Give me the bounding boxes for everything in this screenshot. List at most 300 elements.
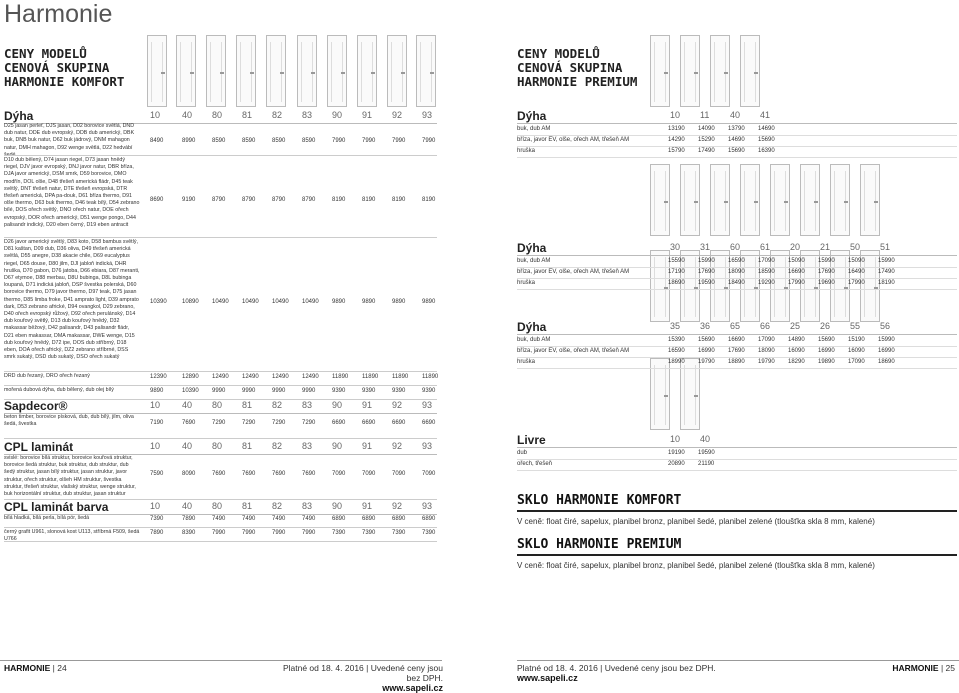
- price-cell: 7290: [242, 420, 256, 426]
- model-number-header: 31: [700, 242, 711, 252]
- section-header: [4, 109, 437, 124]
- door-handle-icon: [161, 72, 165, 74]
- model-number-header: 93: [422, 501, 433, 511]
- door-panel-line: [301, 42, 302, 102]
- price-cell: 9890: [362, 299, 376, 305]
- brand-title: Harmonie: [4, 0, 113, 28]
- price-cell: 12490: [242, 374, 259, 380]
- model-number-header: 10: [150, 441, 161, 451]
- price-cell: 7690: [212, 471, 226, 477]
- price-cell: 7390: [422, 530, 436, 536]
- door-panel-line: [180, 42, 181, 102]
- door-icon: [206, 35, 226, 107]
- price-cell: 7490: [272, 516, 286, 522]
- footer-left-site[interactable]: www.sapeli.cz: [382, 683, 443, 693]
- model-number-header: 81: [242, 400, 253, 410]
- footer-left-page: HARMONIE | 24: [4, 663, 67, 673]
- price-cell: 10490: [272, 299, 289, 305]
- row-divider: [4, 385, 437, 386]
- premium-table-label: Dýha: [517, 109, 547, 123]
- row-name: buk, dub AM: [517, 258, 551, 264]
- model-number-header: 40: [182, 441, 193, 451]
- price-cell: 11890: [362, 374, 379, 380]
- row-name: buk, dub AM: [517, 337, 551, 343]
- door-handle-icon: [341, 72, 345, 74]
- door-icon: [680, 164, 700, 236]
- door-handle-icon: [250, 72, 254, 74]
- price-cell: 17690: [728, 348, 745, 354]
- price-cell: 7890: [150, 530, 164, 536]
- price-cell: 15990: [818, 258, 835, 264]
- price-cell: 9890: [332, 299, 346, 305]
- model-number-header: 81: [242, 441, 253, 451]
- model-number-header: 80: [212, 110, 223, 120]
- door-handle-icon: [401, 72, 405, 74]
- price-cell: 15690: [698, 337, 715, 343]
- door-icon: [650, 35, 670, 107]
- price-cell: 7690: [302, 471, 316, 477]
- door-handle-icon: [754, 72, 758, 74]
- section-label: Dýha: [4, 109, 34, 123]
- price-cell: 17990: [788, 280, 805, 286]
- price-cell: 9990: [212, 388, 226, 394]
- price-cell: 13790: [728, 126, 745, 132]
- door-handle-icon: [664, 201, 668, 203]
- price-cell: 15790: [668, 148, 685, 154]
- door-handle-icon: [190, 72, 194, 74]
- komfort-price-table: [4, 109, 439, 543]
- price-cell: 19790: [698, 359, 715, 365]
- row-name: bříza, javor EV, olše, ořech AM, třešeň AM: [517, 137, 630, 143]
- section-label: CPL laminát: [4, 440, 74, 454]
- price-cell: 17490: [698, 148, 715, 154]
- price-cell: 20890: [668, 461, 685, 467]
- price-cell: 11890: [392, 374, 409, 380]
- model-number-header: 10: [670, 110, 681, 120]
- model-number-header: 11: [700, 110, 710, 120]
- model-number-header: 90: [332, 501, 343, 511]
- section-label: CPL laminát barva: [4, 500, 109, 514]
- row-name: hruška: [517, 148, 536, 154]
- premium-table-row: [517, 459, 957, 471]
- price-cell: 11890: [332, 374, 349, 380]
- row-description: D25 jasan perleť, DJS jasan, D02 borovice světlá, DND dub natur, DDE dub evropský, DDB dub americký, DBK buk, DNB buk natur, D62 buk jádrový, DNM mahagon natur, DMH mahagon, D92 wenge světlá, D22 hedvábí šedé: [4, 123, 135, 158]
- price-cell: 6690: [422, 420, 436, 426]
- price-cell: 7990: [302, 530, 316, 536]
- price-cell: 16690: [788, 269, 805, 275]
- footer-right-page: HARMONIE | 25: [892, 663, 955, 673]
- price-cell: 15990: [878, 258, 895, 264]
- model-number-header: 90: [332, 441, 343, 451]
- price-cell: 7690: [182, 420, 196, 426]
- price-cell: 8790: [212, 197, 226, 203]
- door-icon: [266, 35, 286, 107]
- price-cell: 9390: [362, 388, 376, 394]
- door-panel-line: [654, 42, 655, 102]
- price-cell: 18690: [668, 280, 685, 286]
- price-cell: 15690: [758, 137, 775, 143]
- row-name: ořech, třešeň: [517, 461, 553, 467]
- section-header: [4, 440, 437, 455]
- price-cell: 11890: [422, 374, 439, 380]
- price-cell: 7490: [242, 516, 256, 522]
- door-icon: [800, 164, 820, 236]
- price-cell: 7690: [272, 471, 286, 477]
- model-number-header: 56: [880, 321, 891, 331]
- right-title-line-1: CENY MODELŮ: [517, 46, 600, 61]
- premium-table-header: [517, 109, 957, 124]
- price-cell: 18990: [668, 359, 685, 365]
- door-panel-line: [714, 42, 715, 102]
- model-number-header: 65: [730, 321, 741, 331]
- price-cell: 15190: [848, 337, 865, 343]
- price-cell: 19190: [668, 450, 685, 456]
- model-number-header: 83: [302, 400, 313, 410]
- door-handle-icon: [784, 201, 788, 203]
- model-number-header: 51: [880, 242, 891, 252]
- door-icon: [710, 164, 730, 236]
- price-cell: 15690: [728, 148, 745, 154]
- door-icon: [297, 35, 317, 107]
- door-handle-icon: [220, 72, 224, 74]
- model-number-header: 91: [362, 441, 373, 451]
- row-divider: [4, 237, 437, 238]
- price-cell: 10490: [212, 299, 229, 305]
- price-cell: 7390: [150, 516, 164, 522]
- price-cell: 9190: [182, 197, 196, 203]
- premium-table-label: Dýha: [517, 241, 547, 255]
- price-cell: 17090: [848, 359, 865, 365]
- model-number-header: 40: [182, 400, 193, 410]
- price-cell: 7290: [302, 420, 316, 426]
- price-cell: 15990: [878, 337, 895, 343]
- price-cell: 8590: [302, 138, 316, 144]
- model-number-header: 40: [182, 110, 193, 120]
- price-cell: 9890: [150, 388, 164, 394]
- price-cell: 18090: [758, 348, 775, 354]
- price-cell: 12390: [150, 374, 167, 380]
- price-cell: 8990: [182, 138, 196, 144]
- door-icon: [387, 35, 407, 107]
- price-cell: 12490: [272, 374, 289, 380]
- price-cell: 7090: [392, 471, 406, 477]
- model-number-header: 25: [790, 321, 801, 331]
- model-number-header: 40: [700, 434, 711, 444]
- price-cell: 16990: [698, 348, 715, 354]
- price-cell: 8190: [332, 197, 346, 203]
- price-cell: 8490: [150, 138, 164, 144]
- model-number-header: 93: [422, 110, 433, 120]
- price-cell: 7590: [150, 471, 164, 477]
- price-cell: 16990: [818, 348, 835, 354]
- footer-right-valid: Platné od 18. 4. 2016 | Uvedené ceny jsou bez DPH.: [517, 663, 716, 673]
- model-number-header: 90: [332, 110, 343, 120]
- row-description: D10 dub bělený, D74 jasan riegel, D73 jasan hnědý riegel, DJV javor evropský, DNJ javor natur, DBR bříza, DJA javor americký, DSM smrk, D59 borovice, DMO modřín, DOL olše, D48 třešeň americká fládr, D45 teak světlý, DNT třešeň natur, DTE třešeň evropská, DTR třešeň americká, DPA pa-douk, D61 bříza thermo, D91 olše thermo, D63 buk thermo, D46 teak bílý, D54 zebrano bílé, DOS ořech světlý, DNO ořech natur, DOE ořech evropský, DOR ořech americký, D51 wenge pongo, D44 palisandr indický, D20 eben černý, D19 eben antracit: [4, 157, 140, 228]
- price-cell: 16590: [668, 348, 685, 354]
- premium-table-row: [517, 357, 957, 369]
- door-panel-line: [744, 42, 745, 102]
- price-cell: 8390: [182, 530, 196, 536]
- model-number-header: 40: [182, 501, 193, 511]
- row-divider: [4, 438, 437, 439]
- price-cell: 6690: [392, 420, 406, 426]
- model-number-header: 91: [362, 501, 373, 511]
- model-number-header: 80: [212, 400, 223, 410]
- model-number-header: 10: [150, 501, 161, 511]
- model-number-header: 83: [302, 441, 313, 451]
- door-panel-line: [210, 42, 211, 102]
- price-cell: 18690: [878, 359, 895, 365]
- price-cell: 7690: [242, 471, 256, 477]
- model-number-header: 66: [760, 321, 771, 331]
- door-panel-line: [654, 365, 655, 425]
- door-icon: [236, 35, 256, 107]
- sklo-premium-title: SKLO HARMONIE PREMIUM: [517, 537, 682, 552]
- row-description: mořená dubová dýha, dub bělený, dub olej bílý: [4, 387, 114, 393]
- price-cell: 7290: [272, 420, 286, 426]
- price-cell: 9390: [392, 388, 406, 394]
- row-name: hruška: [517, 359, 536, 365]
- price-cell: 17690: [818, 269, 835, 275]
- price-cell: 9990: [302, 388, 316, 394]
- price-cell: 15090: [848, 258, 865, 264]
- door-icon: [176, 35, 196, 107]
- model-number-header: 20: [790, 242, 801, 252]
- price-cell: 9990: [272, 388, 286, 394]
- price-cell: 8190: [392, 197, 406, 203]
- model-number-header: 26: [820, 321, 831, 331]
- model-number-header: 21: [820, 242, 831, 252]
- model-number-header: 92: [392, 441, 403, 451]
- model-number-header: 61: [760, 242, 771, 252]
- row-description: bílá hladká, bílá perla, bílá pór, šedá: [4, 515, 90, 521]
- price-cell: 9890: [422, 299, 436, 305]
- price-cell: 6890: [392, 516, 406, 522]
- price-cell: 7990: [332, 138, 346, 144]
- price-cell: 10490: [302, 299, 319, 305]
- price-cell: 7990: [272, 530, 286, 536]
- footer-left-brand: HARMONIE: [4, 663, 51, 673]
- sklo-premium: [517, 537, 957, 570]
- door-panel-line: [151, 42, 152, 102]
- door-icon: [680, 35, 700, 107]
- price-cell: 8590: [242, 138, 256, 144]
- row-name: bříza, javor EV, olše, ořech AM, třešeň AM: [517, 269, 630, 275]
- price-cell: 7990: [242, 530, 256, 536]
- model-number-header: 50: [850, 242, 861, 252]
- door-panel-line: [420, 42, 421, 102]
- price-cell: 18290: [788, 359, 805, 365]
- right-title: [517, 47, 637, 89]
- row-divider: [4, 541, 437, 542]
- price-cell: 7390: [392, 530, 406, 536]
- price-cell: 12890: [182, 374, 199, 380]
- door-icon: [416, 35, 436, 107]
- door-icon: [650, 164, 670, 236]
- left-title: [4, 47, 124, 89]
- price-cell: 14290: [668, 137, 685, 143]
- price-cell: 17090: [758, 258, 775, 264]
- price-cell: 15990: [698, 258, 715, 264]
- price-cell: 7890: [182, 516, 196, 522]
- model-number-header: 10: [150, 110, 161, 120]
- footer-right-brand: HARMONIE: [892, 663, 939, 673]
- price-cell: 6890: [362, 516, 376, 522]
- price-cell: 15390: [668, 337, 685, 343]
- price-cell: 8790: [302, 197, 316, 203]
- price-cell: 14690: [728, 137, 745, 143]
- door-panel-line: [361, 42, 362, 102]
- price-cell: 12490: [302, 374, 319, 380]
- price-cell: 15290: [698, 137, 715, 143]
- price-cell: 10390: [150, 299, 167, 305]
- price-cell: 8190: [422, 197, 436, 203]
- door-panel-line: [684, 42, 685, 102]
- door-icon: [830, 164, 850, 236]
- model-number-header: 82: [272, 501, 283, 511]
- door-icon: [740, 35, 760, 107]
- left-title-line-1: CENY MODELŮ: [4, 46, 87, 61]
- price-cell: 21190: [698, 461, 715, 467]
- door-handle-icon: [430, 72, 434, 74]
- price-cell: 19790: [758, 359, 775, 365]
- door-panel-line: [270, 42, 271, 102]
- row-description: D26 javor americký světlý, D83 koto, D58 bambus světlý, D81 kaštan, D09 dub, D36 oliva, D49 třešeň americká světlá, D55 anegre, D38 akacie chile, D69 eucalyptus riegel, D65 douse, D80 jilm, DJI jabloň indická, DHR hruška, D70 gabon, D76 jatoba, D66 ebiara, D87 meranti, D67 etymoe, D88 merbau, D8U bubinga, D8L bubinga loupaná, D71 indická jabloň, DSP švestka polerská, D60 borovice thermo, D79 javor thermo, D97 teak, D75 jasan thermo, D85 limba froke, D41 amprato light, D39 amprato dark, D53 zebrano africké, D94 ovangkol, D29 zebrano, D40 ořech evropský růžový, D92 ořech perulánský, D14 dub kouřový světlý, D13 dub kouřový hnědý, D32 makassar běžový, D42 palisandr, D43 palisandr fládr, D21 eben makassar, DMA makassar, DWE wenge, D15 dub kouřový hnědý, D72 ipe, DOS dub stříbrný, D18 eben, DOA ořech africký, DZ2 zebrano stříbrné, DSS smrk sukatý, DSD dub sukatý, DSO ořech sukatý: [4, 239, 140, 361]
- door-handle-icon: [874, 201, 878, 203]
- price-cell: 16690: [728, 337, 745, 343]
- price-cell: 7990: [422, 138, 436, 144]
- price-cell: 7490: [302, 516, 316, 522]
- price-cell: 16090: [788, 348, 805, 354]
- price-cell: 10390: [182, 388, 199, 394]
- row-description: DRD dub řezaný, DRO ořech řezaný: [4, 373, 90, 379]
- sklo-komfort: [517, 493, 957, 526]
- left-title-line-2: CENOVÁ SKUPINA: [4, 60, 110, 75]
- price-cell: 16090: [848, 348, 865, 354]
- model-number-header: 93: [422, 441, 433, 451]
- footer-left-valid: Platné od 18. 4. 2016 | Uvedené ceny jsou bez DPH.: [282, 663, 443, 683]
- price-cell: 16990: [878, 348, 895, 354]
- price-cell: 7090: [332, 471, 346, 477]
- model-number-header: 92: [392, 400, 403, 410]
- price-cell: 6890: [332, 516, 346, 522]
- price-cell: 17190: [668, 269, 685, 275]
- price-cell: 8090: [182, 471, 196, 477]
- model-number-header: 10: [670, 434, 681, 444]
- door-icon: [740, 164, 760, 236]
- price-cell: 17690: [698, 269, 715, 275]
- model-number-header: 93: [422, 400, 433, 410]
- door-handle-icon: [724, 201, 728, 203]
- price-cell: 12490: [212, 374, 229, 380]
- price-cell: 16390: [758, 148, 775, 154]
- door-handle-icon: [694, 201, 698, 203]
- door-panel-line: [684, 171, 685, 231]
- price-cell: 19890: [818, 359, 835, 365]
- door-handle-icon: [694, 72, 698, 74]
- price-cell: 8590: [212, 138, 226, 144]
- row-name: buk, dub AM: [517, 126, 551, 132]
- footer-right-info: [517, 663, 716, 683]
- row-divider: [4, 371, 437, 372]
- sklo-komfort-title: SKLO HARMONIE KOMFORT: [517, 493, 682, 508]
- model-number-header: 35: [670, 321, 681, 331]
- model-number-header: 82: [272, 110, 283, 120]
- model-number-header: 82: [272, 400, 283, 410]
- door-panel-line: [684, 365, 685, 425]
- premium-table-label: Livre: [517, 433, 546, 447]
- model-number-header: 83: [302, 501, 313, 511]
- price-cell: 7390: [362, 530, 376, 536]
- premium-table-label: Dýha: [517, 320, 547, 334]
- price-cell: 19590: [698, 280, 715, 286]
- row-name: hruška: [517, 280, 536, 286]
- premium-table-header: [517, 320, 957, 335]
- door-handle-icon: [724, 72, 728, 74]
- price-cell: 14090: [698, 126, 715, 132]
- price-cell: 17990: [848, 280, 865, 286]
- price-cell: 15090: [788, 258, 805, 264]
- door-panel-line: [331, 42, 332, 102]
- price-cell: 7190: [150, 420, 164, 426]
- price-cell: 7990: [362, 138, 376, 144]
- price-cell: 14690: [758, 126, 775, 132]
- door-handle-icon: [280, 72, 284, 74]
- row-description: beton timber, borovice písková, dub, dub bílý, jilm, oliva šedá, švestka: [4, 414, 134, 428]
- section-header: [4, 399, 437, 414]
- door-handle-icon: [371, 72, 375, 74]
- price-cell: 19690: [818, 280, 835, 286]
- price-cell: 15690: [818, 337, 835, 343]
- door-icon: [770, 164, 790, 236]
- footer-right-page-number: 25: [945, 663, 955, 673]
- left-title-line-3: HARMONIE KOMFORT: [4, 74, 125, 89]
- right-title-line-2: CENOVÁ SKUPINA: [517, 60, 623, 75]
- sklo-premium-text: V ceně: float čiré, sapelux, planibel bronz, planibel šedé, planibel zelené (tloušťka skla 8 mm, kalené): [517, 561, 875, 570]
- price-cell: 7090: [362, 471, 376, 477]
- price-cell: 9390: [422, 388, 436, 394]
- door-panel-line: [774, 171, 775, 231]
- price-cell: 16490: [848, 269, 865, 275]
- model-number-header: 92: [392, 110, 403, 120]
- door-icon: [860, 164, 880, 236]
- price-cell: 17490: [878, 269, 895, 275]
- row-description: svislé: borovice bílá struktur, borovice kouřová struktur, borovice šedá struktur, buk struktur, dub struktur, dub šedý struktur, jasan bílý struktur, jasan struktur, javor struktur, ořech struktur, olšeh HM struktur, švestka struktur, třešeň struktur, vlašský struktur, wenge struktur, buk horizontální struktur, dub struktur, jasan struktur: [4, 455, 136, 498]
- right-title-line-3: HARMONIE PREMIUM: [517, 74, 638, 89]
- model-number-header: 40: [730, 110, 741, 120]
- model-number-header: 41: [760, 110, 771, 120]
- price-cell: 19590: [698, 450, 715, 456]
- premium-table-row: [517, 278, 957, 290]
- model-number-header: 10: [150, 400, 161, 410]
- price-cell: 7390: [332, 530, 346, 536]
- door-panel-line: [864, 171, 865, 231]
- footer-left-info: [275, 663, 443, 693]
- door-panel-line: [744, 171, 745, 231]
- row-description: černý grafit U961, slonová kost U113, stříbrná F509, šedá U766: [4, 529, 140, 543]
- door-panel-line: [654, 171, 655, 231]
- price-cell: 14890: [788, 337, 805, 343]
- row-name: dub: [517, 450, 528, 456]
- price-cell: 9990: [242, 388, 256, 394]
- footer-rule-left: [0, 660, 442, 661]
- premium-table-header: [517, 433, 957, 448]
- price-cell: 7090: [422, 471, 436, 477]
- footer-right-site[interactable]: www.sapeli.cz: [517, 673, 578, 683]
- price-cell: 6690: [332, 420, 346, 426]
- price-cell: 18190: [878, 280, 895, 286]
- door-handle-icon: [754, 201, 758, 203]
